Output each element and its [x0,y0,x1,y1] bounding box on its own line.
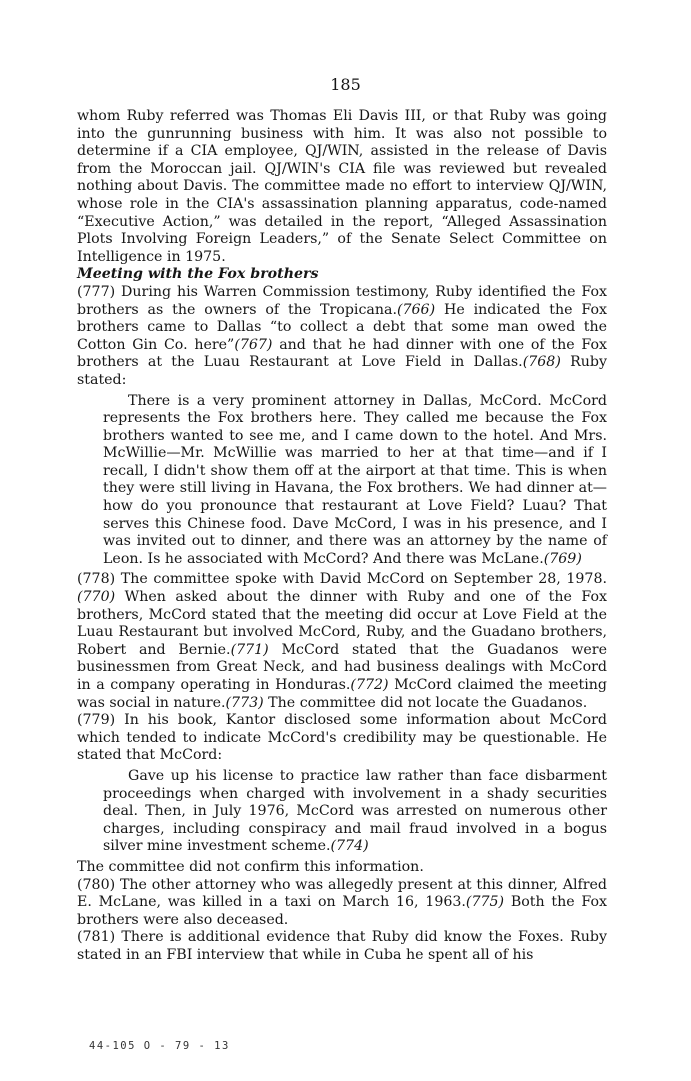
paragraph-777: (777) During his Warren Commission testimony, Ruby identified the Fox brothers as the owners of the Tropicana.(766) He indicated the Fox brothers came to Dallas “to collect a debt that some man owed the Cotton Gin Co. here”(767) and that he had dinner with one of the Fox brothers at the Luau Restaurant at Love Field in Dallas.(768) Ruby stated: [77,283,607,388]
paragraph-778: (778) The committee spoke with David McCord on September 28, 1978.(770) When asked about the dinner with Ruby and one of the Fox brothers, McCord stated that the meeting did occur at Love Field at the Luau Restaurant but involved McCord, Ruby, and the Guadano brothers, Robert and Bernie.(771) McCord stated that the Guadanos were businessmen from Great Neck, and had business dealings with McCord in a company operating in Honduras.(772) McCord claimed the meeting was social in nature.(773) The committee did not locate the Guadanos. [77,571,607,711]
paragraph-779: (779) In his book, Kantor disclosed some information about McCord which tended to indicate McCord's credibility may be questionable. He stated that McCord: [77,712,607,764]
footnote-ref: (774) [330,838,369,855]
footnote-ref: (773) [225,694,264,711]
footnote-ref: (772) [350,677,389,693]
footnote-ref: (766) [396,301,436,318]
footnote-ref: (771) [230,641,269,658]
footnote-ref: (769) [543,550,582,567]
paragraph-780: (780) The other attorney who was allegedly present at this dinner, Alfred E. McLane, was killed in a taxi on March 16, 1963.(775) Both the Fox brothers were also deceased. [77,876,607,928]
body-text [77,108,607,965]
block-quote-ruby: There is a very prominent attorney in Dallas, McCord. McCord represents the Fox brothers here. They called me because the Fox brothers wanted to see me, and I came down to the hotel. And Mrs. McWillie—Mr. McWillie was married to her at that time—and if I recall, I didn't show them off at the airport at that time. This is when they were still living in Havana, the Fox brothers. We had dinner at—how do you pronounce that restaurant at Love Field? Luau? That serves this Chinese food. Dave McCord, I was in his presence, and I was invited out to dinner, and there was an attorney by the name of Leon. Is he associated with McCord? And there was McLane.(769) [103,392,607,567]
footnote-ref: (775) [465,894,505,911]
section-heading: Meeting with the Fox brothers [77,266,319,283]
footnote-ref: (768) [522,354,561,371]
paragraph-781: (781) There is additional evidence that Ruby did know the Foxes. Ruby stated in an FBI interview that while in Cuba he spent all of his [77,929,607,963]
paragraph-779-conclusion: The committee did not confirm this information. [77,858,424,875]
paragraph-continuation: whom Ruby referred was Thomas Eli Davis III, or that Ruby was going into the gunrunning business with him. It was also not possible to determine if a CIA employee, QJ/WIN, assisted in the release of Davis from the Moroccan jail. QJ/WIN's CIA file was reviewed but revealed nothing about Davis. The committee made no effort to interview QJ/WIN, whose role in the CIA's assassination planning apparatus, code-named “Executive Action,” was detailed in the report, “Alleged Assassination Plots Involving Foreign Leaders,” of the Senate Select Committee on Intelligence in 1975. [77,108,607,265]
footnote-ref: (767) [234,336,273,353]
print-footer-code: 44-105 O - 79 - 13 [89,1040,230,1052]
footnote-ref: (770) [77,589,116,606]
page-number: 185 [330,75,361,94]
block-quote-kantor: Gave up his license to practice law rather than face disbarment proceedings when charged with involvement in a shady securities deal. Then, in July 1976, McCord was arrested on numerous other charges, including conspiracy and mail fraud involved in a bogus silver mine investment scheme.(774) [103,767,607,855]
